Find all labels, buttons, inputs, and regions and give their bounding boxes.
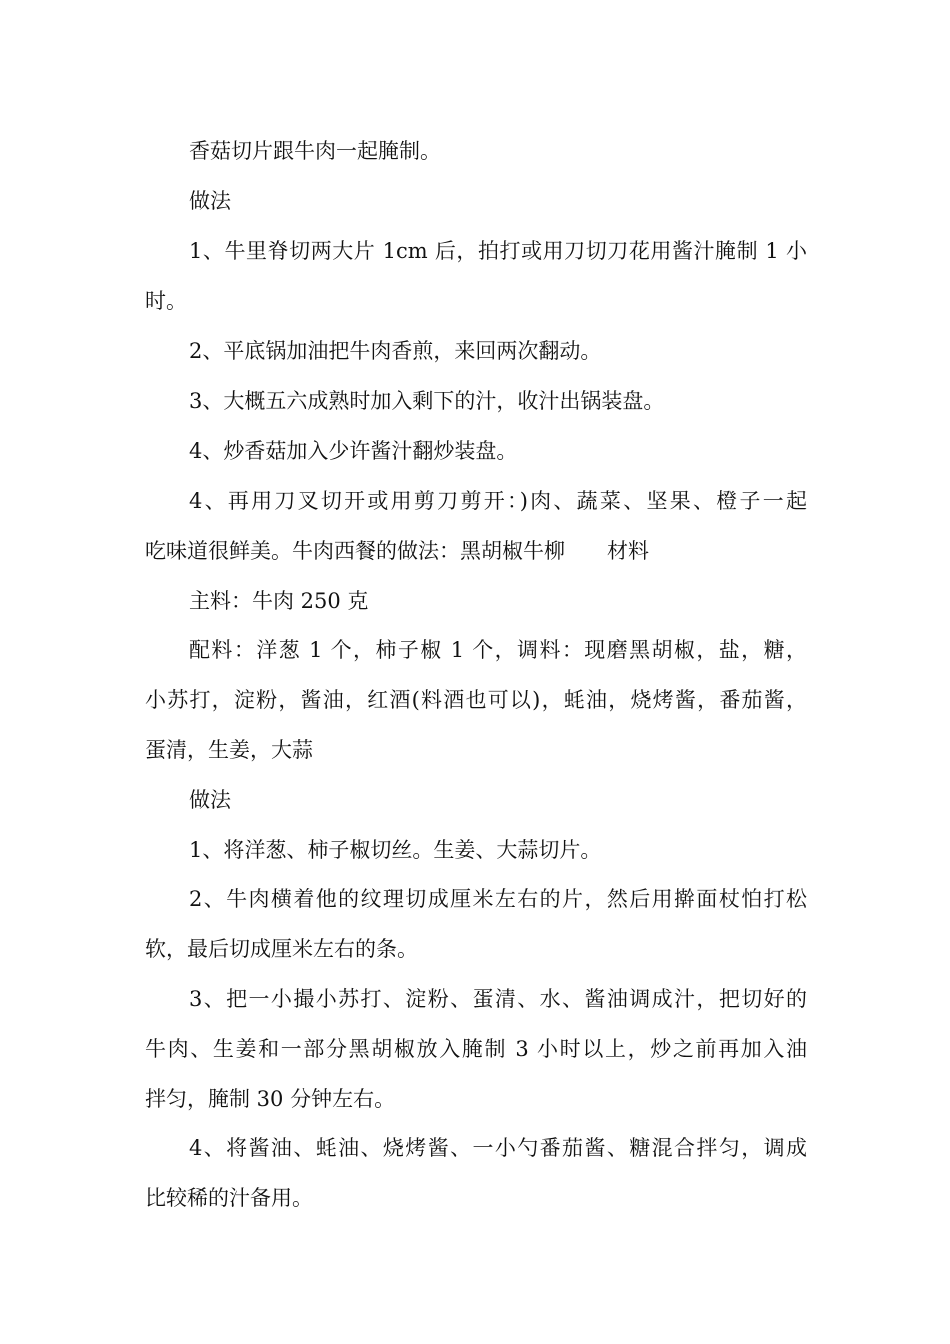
text-line-1: 香菇切片跟牛肉一起腌制。 <box>189 139 441 163</box>
text-line-12: 小苏打，淀粉，酱油，红酒(料酒也可以)，蚝油，烧烤酱，番茄酱， <box>145 688 807 712</box>
text-line-9: 吃味道很鲜美。牛肉西餐的做法：黑胡椒牛柳 材料 <box>145 539 649 563</box>
text-line-17: 软，最后切成厘米左右的条。 <box>145 937 418 961</box>
text-line-8: 4、再用刀叉切开或用剪刀剪开：)肉、蔬菜、坚果、橙子一起 <box>189 489 807 513</box>
text-line-20: 拌匀，腌制 30 分钟左右。 <box>145 1087 396 1111</box>
text-line-11: 配料：洋葱 1 个，柿子椒 1 个，调料：现磨黑胡椒，盐，糖， <box>189 638 807 662</box>
text-line-15: 1、将洋葱、柿子椒切丝。生姜、大蒜切片。 <box>189 838 602 862</box>
text-line-10: 主料：牛肉 250 克 <box>189 589 369 613</box>
text-line-21: 4、将酱油、蚝油、烧烤酱、一小勺番茄酱、糖混合拌匀，调成 <box>189 1136 807 1160</box>
text-line-6: 3、大概五六成熟时加入剩下的汁，收汁出锅装盘。 <box>189 389 665 413</box>
text-line-19: 牛肉、生姜和一部分黑胡椒放入腌制 3 小时以上，炒之前再加入油 <box>145 1037 807 1061</box>
text-line-3: 1、牛里脊切两大片 1cm 后，拍打或用刀切刀花用酱汁腌制 1 小 <box>189 239 807 263</box>
text-line-18: 3、把一小撮小苏打、淀粉、蛋清、水、酱油调成汁，把切好的 <box>189 987 807 1011</box>
text-line-13: 蛋清，生姜，大蒜 <box>145 738 313 762</box>
text-line-22: 比较稀的汁备用。 <box>145 1186 313 1210</box>
text-line-2: 做法 <box>189 189 231 213</box>
text-line-5: 2、平底锅加油把牛肉香煎，来回两次翻动。 <box>189 339 602 363</box>
text-line-14: 做法 <box>189 788 231 812</box>
text-line-7: 4、炒香菇加入少许酱汁翻炒装盘。 <box>189 439 518 463</box>
text-line-16: 2、牛肉横着他的纹理切成厘米左右的片，然后用擀面杖怕打松 <box>189 887 807 911</box>
text-line-4: 时。 <box>145 289 187 313</box>
